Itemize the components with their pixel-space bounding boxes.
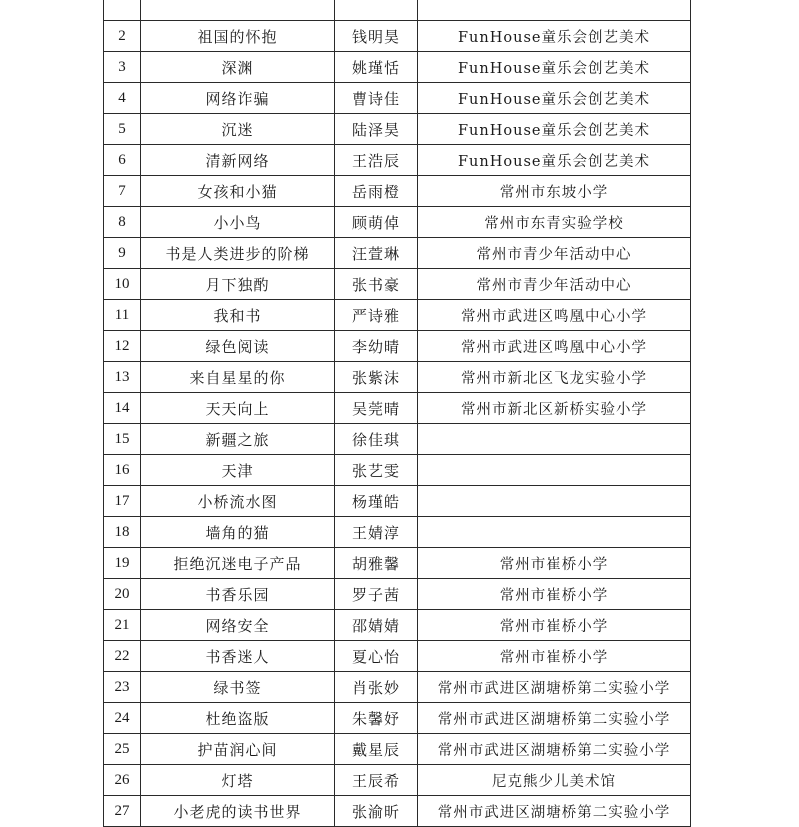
school-cell: FunHouse童乐会创艺美术: [418, 114, 691, 145]
work-title-cell: 绿书签: [141, 672, 335, 703]
row-number-cell: 13: [104, 362, 141, 393]
work-title-cell: 祖国的怀抱: [141, 21, 335, 52]
table-row: [104, 114, 691, 145]
row-number-cell: 25: [104, 734, 141, 765]
work-title-cell: 网络诈骗: [141, 83, 335, 114]
work-title-cell: 女孩和小猫: [141, 176, 335, 207]
author-name-cell: 张紫沫: [335, 362, 418, 393]
author-name-cell: 夏心怡: [335, 641, 418, 672]
author-name-cell: 吴莞晴: [335, 393, 418, 424]
school-cell: 常州市武进区湖塘桥第二实验小学: [418, 796, 691, 827]
table-row: [104, 517, 691, 548]
work-title-cell: 杜绝盗版: [141, 703, 335, 734]
row-number-cell: 23: [104, 672, 141, 703]
school-cell: 尼克熊少儿美术馆: [418, 765, 691, 796]
row-number-cell: 5: [104, 114, 141, 145]
school-cell: 常州市青少年活动中心: [418, 238, 691, 269]
work-title-cell: 书香乐园: [141, 579, 335, 610]
work-title-cell: 清新网络: [141, 145, 335, 176]
school-cell: FunHouse童乐会创艺美术: [418, 52, 691, 83]
row-number-cell: 19: [104, 548, 141, 579]
row-number-cell: 9: [104, 238, 141, 269]
row-number-cell: 11: [104, 300, 141, 331]
table-row: [104, 52, 691, 83]
school-cell: [418, 424, 691, 455]
author-name-cell: 罗子茜: [335, 579, 418, 610]
row-number-cell: 2: [104, 21, 141, 52]
school-cell: 常州市武进区湖塘桥第二实验小学: [418, 672, 691, 703]
award-list-sheet: [103, 0, 690, 827]
table-row: [104, 734, 691, 765]
work-title-cell: 来自星星的你: [141, 362, 335, 393]
author-name-cell: 王辰希: [335, 765, 418, 796]
school-cell: 常州市青少年活动中心: [418, 269, 691, 300]
work-title-cell: 墙角的猫: [141, 517, 335, 548]
row-number-cell: 26: [104, 765, 141, 796]
school-cell: 常州市新北区飞龙实验小学: [418, 362, 691, 393]
work-title-cell: 灯塔: [141, 765, 335, 796]
table-row: [104, 238, 691, 269]
school-cell: [418, 0, 691, 21]
work-title-cell: [141, 0, 335, 21]
table-row: [104, 21, 691, 52]
table-row: [104, 796, 691, 827]
school-cell: 常州市武进区鸣凰中心小学: [418, 331, 691, 362]
table-row: [104, 300, 691, 331]
school-cell: 常州市新北区新桥实验小学: [418, 393, 691, 424]
school-cell: 常州市崔桥小学: [418, 579, 691, 610]
work-title-cell: 天津: [141, 455, 335, 486]
table-body: [104, 0, 691, 827]
author-name-cell: 王婧淳: [335, 517, 418, 548]
school-cell: 常州市武进区湖塘桥第二实验小学: [418, 734, 691, 765]
author-name-cell: 胡雅馨: [335, 548, 418, 579]
row-number-cell: 15: [104, 424, 141, 455]
table-row: [104, 145, 691, 176]
row-number-cell: 10: [104, 269, 141, 300]
table-row: [104, 579, 691, 610]
table-row: [104, 362, 691, 393]
author-name-cell: 汪萱琳: [335, 238, 418, 269]
author-name-cell: 张书豪: [335, 269, 418, 300]
table-row: [104, 269, 691, 300]
school-cell: [418, 455, 691, 486]
row-number-cell: 14: [104, 393, 141, 424]
work-title-cell: 书是人类进步的阶梯: [141, 238, 335, 269]
school-cell: 常州市东坡小学: [418, 176, 691, 207]
work-title-cell: 小老虎的读书世界: [141, 796, 335, 827]
table-row: [104, 703, 691, 734]
author-name-cell: 姚瑾恬: [335, 52, 418, 83]
school-cell: FunHouse童乐会创艺美术: [418, 83, 691, 114]
table-row: [104, 610, 691, 641]
table-row: [104, 393, 691, 424]
work-title-cell: 护苗润心间: [141, 734, 335, 765]
author-name-cell: 肖张妙: [335, 672, 418, 703]
table-row: [104, 641, 691, 672]
work-title-cell: 小小鸟: [141, 207, 335, 238]
work-title-cell: 月下独酌: [141, 269, 335, 300]
row-number-cell: 8: [104, 207, 141, 238]
table-row: [104, 424, 691, 455]
author-name-cell: 李幼晴: [335, 331, 418, 362]
author-name-cell: 邵婧婧: [335, 610, 418, 641]
row-number-cell: 22: [104, 641, 141, 672]
work-title-cell: 天天向上: [141, 393, 335, 424]
school-cell: [418, 486, 691, 517]
row-number-cell: 12: [104, 331, 141, 362]
row-number-cell: 17: [104, 486, 141, 517]
author-name-cell: 张艺雯: [335, 455, 418, 486]
school-cell: 常州市东青实验学校: [418, 207, 691, 238]
work-title-cell: 网络安全: [141, 610, 335, 641]
author-name-cell: 张渝昕: [335, 796, 418, 827]
school-cell: FunHouse童乐会创艺美术: [418, 21, 691, 52]
table-row: [104, 672, 691, 703]
table-row: [104, 455, 691, 486]
school-cell: [418, 517, 691, 548]
table-row: [104, 548, 691, 579]
table-row: [104, 0, 691, 21]
author-name-cell: [335, 0, 418, 21]
school-cell: 常州市崔桥小学: [418, 548, 691, 579]
table-row: [104, 331, 691, 362]
row-number-cell: 7: [104, 176, 141, 207]
row-number-cell: 20: [104, 579, 141, 610]
school-cell: 常州市武进区湖塘桥第二实验小学: [418, 703, 691, 734]
author-name-cell: 戴星辰: [335, 734, 418, 765]
author-name-cell: 王浩辰: [335, 145, 418, 176]
row-number-cell: 4: [104, 83, 141, 114]
table-row: [104, 765, 691, 796]
author-name-cell: 徐佳琪: [335, 424, 418, 455]
row-number-cell: 27: [104, 796, 141, 827]
row-number-cell: [104, 0, 141, 21]
award-list-table: [103, 0, 691, 827]
table-row: [104, 176, 691, 207]
work-title-cell: 我和书: [141, 300, 335, 331]
work-title-cell: 新疆之旅: [141, 424, 335, 455]
author-name-cell: 杨瑾皓: [335, 486, 418, 517]
author-name-cell: 顾萌倬: [335, 207, 418, 238]
row-number-cell: 21: [104, 610, 141, 641]
work-title-cell: 小桥流水图: [141, 486, 335, 517]
row-number-cell: 3: [104, 52, 141, 83]
table-row: [104, 207, 691, 238]
school-cell: 常州市武进区鸣凰中心小学: [418, 300, 691, 331]
school-cell: 常州市崔桥小学: [418, 641, 691, 672]
row-number-cell: 24: [104, 703, 141, 734]
author-name-cell: 严诗雅: [335, 300, 418, 331]
work-title-cell: 沉迷: [141, 114, 335, 145]
row-number-cell: 18: [104, 517, 141, 548]
work-title-cell: 书香迷人: [141, 641, 335, 672]
row-number-cell: 6: [104, 145, 141, 176]
school-cell: 常州市崔桥小学: [418, 610, 691, 641]
work-title-cell: 绿色阅读: [141, 331, 335, 362]
school-cell: FunHouse童乐会创艺美术: [418, 145, 691, 176]
author-name-cell: 曹诗佳: [335, 83, 418, 114]
table-row: [104, 486, 691, 517]
author-name-cell: 钱明昊: [335, 21, 418, 52]
author-name-cell: 岳雨橙: [335, 176, 418, 207]
author-name-cell: 朱馨妤: [335, 703, 418, 734]
author-name-cell: 陆泽昊: [335, 114, 418, 145]
table-row: [104, 83, 691, 114]
work-title-cell: 深渊: [141, 52, 335, 83]
row-number-cell: 16: [104, 455, 141, 486]
work-title-cell: 拒绝沉迷电子产品: [141, 548, 335, 579]
